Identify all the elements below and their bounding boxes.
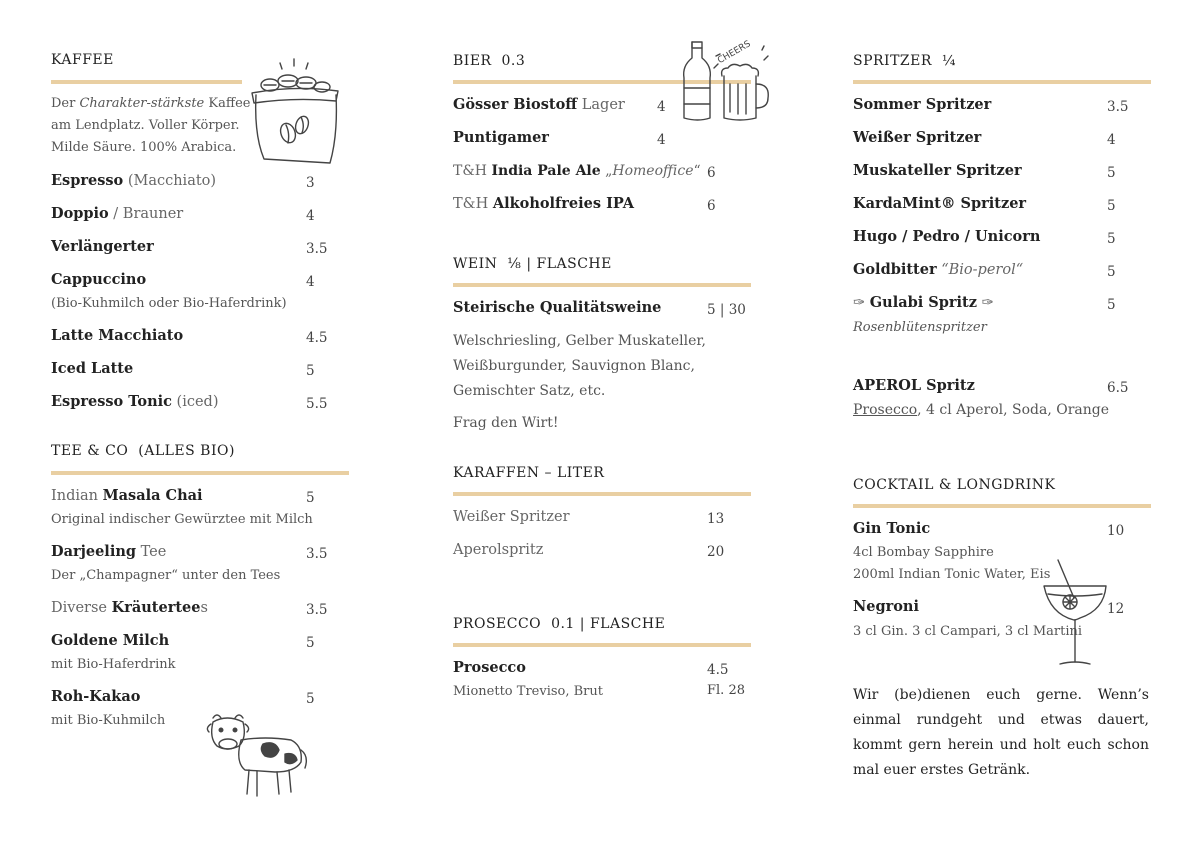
gulabi-spritz-note: Rosenblütenspritzer — [853, 320, 987, 335]
goldene-milch-note: mit Bio-Haferdrink — [51, 657, 176, 672]
wein-heading: WEIN ⅛ | FLASCHE — [453, 256, 612, 272]
price-aperol-spritz: 6.5 — [1107, 380, 1129, 396]
menu-item-gin-tonic: Gin Tonic — [853, 520, 931, 537]
price-goldbitter: 5 — [1107, 264, 1116, 280]
menu-item-karaffe-aperol: Aperolspritz — [453, 542, 544, 558]
price-sommer-spritzer: 3.5 — [1107, 99, 1129, 115]
price-qualitaetsweine: 5 | 30 — [707, 302, 746, 318]
wein-rule — [453, 283, 751, 287]
kaffee-heading: KAFFEE — [51, 52, 114, 68]
prosecco-rule — [453, 643, 751, 647]
bier-heading: BIER 0.3 — [453, 53, 526, 69]
price-darjeeling: 3.5 — [306, 546, 328, 562]
cocktail-heading: COCKTAIL & LONGDRINK — [853, 477, 1056, 493]
price-cappuccino: 4 — [306, 274, 315, 290]
closing-note: Wir (be)dienen euch gerne. Wenn’s einmal rundgeht und etwas dauert, kommt gern herein und holt euch schon mal euer erstes Getränk. — [853, 687, 1149, 778]
price-alkoholfreies-ipa: 6 — [707, 198, 716, 214]
menu-item-kraeutertee: Diverse Kräutertees — [51, 599, 208, 616]
price-verlaengerter: 3.5 — [306, 241, 328, 257]
tee-heading: TEE & CO (ALLES BIO) — [51, 443, 235, 459]
tee-rule — [51, 471, 349, 475]
menu-item-darjeeling: Darjeeling Tee — [51, 543, 167, 560]
price-gulabi-spritz: 5 — [1107, 297, 1116, 313]
menu-item-muskateller-spritzer: Muskateller Spritzer — [853, 162, 1022, 179]
darjeeling-note: Der „Champagner“ unter den Tees — [51, 568, 281, 583]
price-espresso-tonic: 5.5 — [306, 396, 328, 412]
price-roh-kakao: 5 — [306, 691, 315, 707]
menu-item-negroni: Negroni — [853, 598, 919, 615]
price-latte-macchiato: 4.5 — [306, 330, 328, 346]
karaffen-rule — [453, 492, 751, 496]
menu-item-roh-kakao: Roh-Kakao — [51, 688, 141, 705]
menu-item-sommer-spritzer: Sommer Spritzer — [853, 96, 992, 113]
price-espresso: 3 — [306, 175, 315, 191]
prosecco-note: Mionetto Treviso, Brut — [453, 684, 603, 699]
wein-varieties: Welschriesling, Gelber Muskateller, Weißburgunder, Sauvignon Blanc, Gemischter Satz, etc. — [453, 333, 706, 399]
menu-item-kardamint-spritzer: KardaMint® Spritzer — [853, 195, 1027, 212]
coffee-bag-icon — [250, 55, 340, 165]
menu-item-gulabi-spritz: ✑ Gulabi Spritz ✑ — [853, 294, 994, 311]
flourish-right-icon: ✑ — [976, 295, 994, 311]
menu-item-aperol-spritz: APEROL Spritz — [853, 377, 975, 394]
aperol-spritz-note: Prosecco, 4 cl Aperol, Soda, Orange — [853, 402, 1110, 418]
menu-item-puntigamer: Puntigamer — [453, 129, 549, 146]
price-hugo-pedro-unicorn: 5 — [1107, 231, 1116, 247]
menu-item-goldene-milch: Goldene Milch — [51, 632, 170, 649]
price-gin-tonic: 10 — [1107, 523, 1125, 539]
price-kardamint-spritzer: 5 — [1107, 198, 1116, 214]
menu-item-latte-macchiato: Latte Macchiato — [51, 327, 184, 344]
menu-item-iced-latte: Iced Latte — [51, 360, 134, 377]
price-prosecco-glass: 4.5 — [707, 662, 729, 678]
price-kraeutertee: 3.5 — [306, 602, 328, 618]
negroni-note: 3 cl Gin. 3 cl Campari, 3 cl Martini — [853, 624, 1083, 639]
price-karaffe-aperol: 20 — [707, 544, 725, 560]
gin-tonic-note-2: 200ml Indian Tonic Water, Eis — [853, 567, 1051, 582]
price-negroni: 12 — [1107, 601, 1125, 617]
gin-tonic-note-1: 4cl Bombay Sapphire — [853, 545, 994, 560]
menu-item-karaffe-spritzer: Weißer Spritzer — [453, 509, 570, 525]
masala-chai-note: Original indischer Gewürztee mit Milch — [51, 512, 313, 527]
menu-item-alkoholfreies-ipa: T&H Alkoholfreies IPA — [453, 195, 634, 212]
cappuccino-note: (Bio-Kuhmilch oder Bio-Haferdrink) — [51, 296, 287, 311]
menu-item-masala-chai: Indian Masala Chai — [51, 487, 203, 504]
price-puntigamer: 4 — [657, 132, 666, 148]
spritzer-rule — [853, 80, 1151, 84]
prosecco-heading: PROSECCO 0.1 | FLASCHE — [453, 616, 666, 632]
spritzer-heading: SPRITZER ¼ — [853, 53, 956, 69]
menu-item-goldbitter: Goldbitter “Bio-perol“ — [853, 261, 1024, 278]
price-goldene-milch: 5 — [306, 635, 315, 651]
menu-item-espresso-tonic: Espresso Tonic (iced) — [51, 393, 219, 410]
menu-item-hugo-pedro-unicorn: Hugo / Pedro / Unicorn — [853, 228, 1041, 245]
kaffee-rule — [51, 80, 242, 84]
price-iced-latte: 5 — [306, 363, 315, 379]
cocktail-glass-icon — [1040, 558, 1110, 670]
flourish-left-icon: ✑ — [853, 295, 870, 311]
beer-cheers-icon — [678, 38, 778, 124]
price-prosecco-bottle: Fl. 28 — [707, 683, 745, 698]
menu-item-weisser-spritzer: Weißer Spritzer — [853, 129, 982, 146]
price-masala-chai: 5 — [306, 490, 315, 506]
menu-item-prosecco: Prosecco — [453, 659, 526, 676]
menu-item-qualitaetsweine: Steirische Qualitätsweine — [453, 299, 662, 316]
menu-item-goesser: Gösser Biostoff Lager — [453, 96, 625, 113]
menu-item-verlaengerter: Verlängerter — [51, 238, 154, 255]
price-karaffe-spritzer: 13 — [707, 511, 725, 527]
price-muskateller-spritzer: 5 — [1107, 165, 1116, 181]
price-doppio: 4 — [306, 208, 315, 224]
wein-ask-host: Frag den Wirt! — [453, 415, 559, 431]
menu-item-india-pale-ale: T&H India Pale Ale „Homeoffice“ — [453, 163, 701, 179]
cow-icon — [205, 710, 310, 802]
price-india-pale-ale: 6 — [707, 165, 716, 181]
cheers-text: CHEERS — [716, 39, 753, 67]
karaffen-heading: KARAFFEN – LITER — [453, 465, 605, 481]
price-goesser: 4 — [657, 99, 666, 115]
kaffee-intro: Der Charakter-stärkste Kaffee am Lendplatz. Voller Körper. Milde Säure. 100% Arabica. — [51, 96, 251, 155]
menu-item-espresso: Espresso (Macchiato) — [51, 172, 217, 189]
cocktail-rule — [853, 504, 1151, 508]
roh-kakao-note: mit Bio-Kuhmilch — [51, 713, 166, 728]
menu-item-cappuccino: Cappuccino — [51, 271, 147, 288]
price-weisser-spritzer: 4 — [1107, 132, 1116, 148]
menu-item-doppio: Doppio / Brauner — [51, 205, 184, 222]
